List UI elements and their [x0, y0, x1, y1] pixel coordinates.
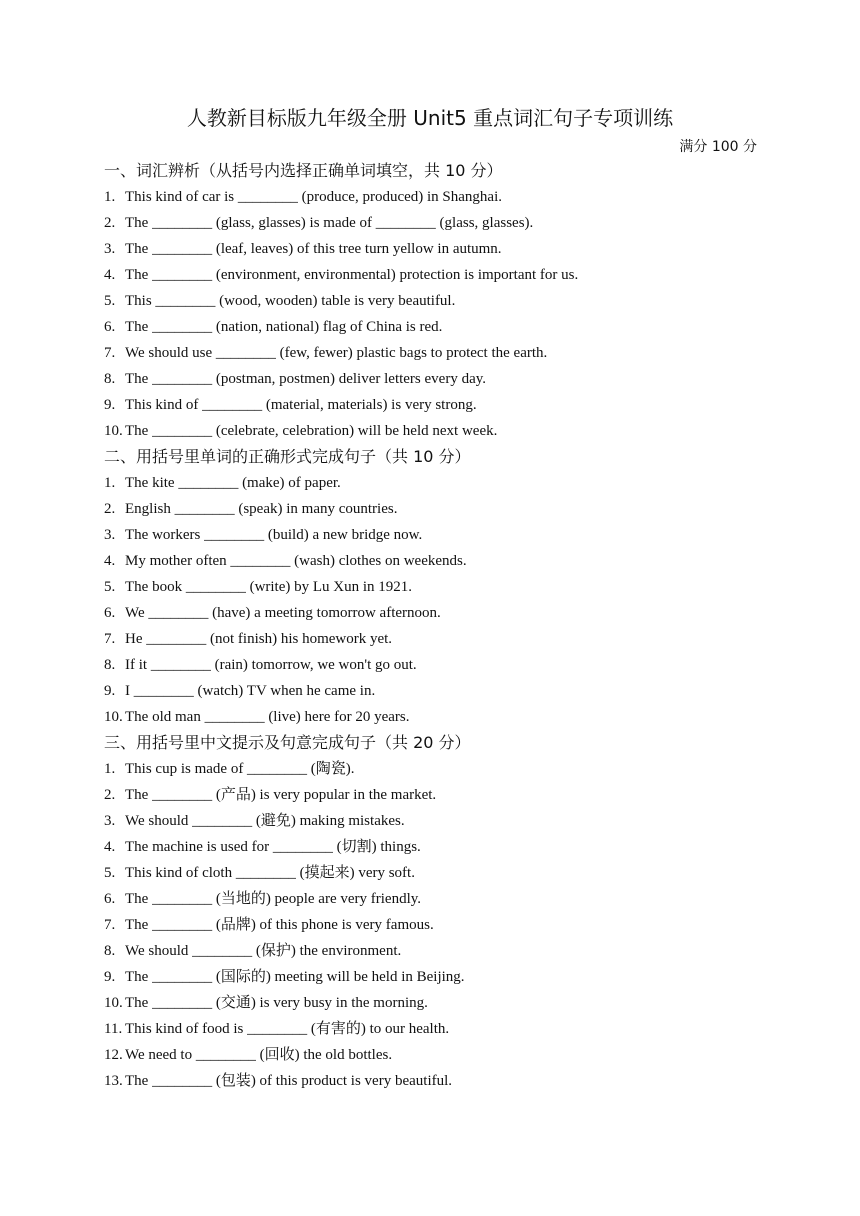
- question-number: 3.: [104, 241, 116, 257]
- question-text: The kite ________ (make) of paper.: [125, 475, 341, 491]
- question-number: 3.: [104, 813, 116, 829]
- question-item: [104, 912, 764, 938]
- question-item: [104, 314, 764, 340]
- question-text: This ________ (wood, wooden) table is very beautiful.: [125, 293, 456, 309]
- question-item: [104, 1016, 764, 1042]
- question-number: 3.: [104, 527, 116, 543]
- question-number: 9.: [104, 683, 116, 699]
- question-text: English ________ (speak) in many countries.: [125, 501, 398, 517]
- question-text: This kind of cloth ________ (摸起来) very soft.: [125, 865, 415, 881]
- question-text: The ________ (nation, national) flag of China is red.: [125, 319, 443, 335]
- question-text: I ________ (watch) TV when he came in.: [125, 683, 376, 699]
- total-score: 满分 100 分: [679, 139, 757, 155]
- question-text: We ________ (have) a meeting tomorrow afternoon.: [125, 605, 441, 621]
- question-item: [104, 522, 764, 548]
- question-number: 2.: [104, 787, 116, 803]
- question-item: [104, 756, 764, 782]
- question-item: [104, 392, 764, 418]
- question-text: We need to ________ (回收) the old bottles.: [125, 1047, 393, 1063]
- question-number: 1.: [104, 189, 116, 205]
- question-item: [104, 210, 764, 236]
- question-number: 4.: [104, 839, 116, 855]
- question-number: 10.: [104, 709, 123, 725]
- question-number: 5.: [104, 293, 116, 309]
- question-item: [104, 340, 764, 366]
- question-item: [104, 704, 764, 730]
- question-item: [104, 860, 764, 886]
- question-text: This kind of food is ________ (有害的) to our health.: [125, 1021, 450, 1037]
- question-item: [104, 366, 764, 392]
- question-item: [104, 1042, 764, 1068]
- question-text: The ________ (品牌) of this phone is very famous.: [125, 917, 434, 933]
- question-item: [104, 808, 764, 834]
- question-item: [104, 834, 764, 860]
- question-item: [104, 990, 764, 1016]
- question-number: 4.: [104, 553, 116, 569]
- question-number: 7.: [104, 631, 116, 647]
- question-item: [104, 288, 764, 314]
- question-number: 4.: [104, 267, 116, 283]
- question-number: 7.: [104, 917, 116, 933]
- question-item: [104, 184, 764, 210]
- question-text: We should use ________ (few, fewer) plastic bags to protect the earth.: [125, 345, 548, 361]
- question-item: [104, 1068, 764, 1094]
- question-text: The ________ (glass, glasses) is made of ________ (glass, glasses).: [125, 215, 534, 231]
- exercise-content: [104, 158, 764, 1094]
- question-item: [104, 236, 764, 262]
- question-text: The ________ (国际的) meeting will be held in Beijing.: [125, 969, 465, 985]
- question-number: 1.: [104, 475, 116, 491]
- question-item: [104, 938, 764, 964]
- question-text: The machine is used for ________ (切割) things.: [125, 839, 421, 855]
- question-number: 11.: [104, 1021, 123, 1037]
- question-number: 1.: [104, 761, 116, 777]
- question-number: 5.: [104, 579, 116, 595]
- question-text: The ________ (产品) is very popular in the market.: [125, 787, 437, 803]
- question-number: 10.: [104, 995, 123, 1011]
- question-item: [104, 964, 764, 990]
- question-number: 13.: [104, 1073, 123, 1089]
- question-text: We should ________ (避免) making mistakes.: [125, 813, 405, 829]
- question-text: The old man ________ (live) here for 20 years.: [125, 709, 410, 725]
- question-text: The ________ (environment, environmental) protection is important for us.: [125, 267, 579, 283]
- question-number: 9.: [104, 397, 116, 413]
- question-text: This kind of ________ (material, materials) is very strong.: [125, 397, 477, 413]
- question-text: My mother often ________ (wash) clothes on weekends.: [125, 553, 467, 569]
- question-text: The ________ (包装) of this product is very beautiful.: [125, 1073, 453, 1089]
- question-text: The ________ (postman, postmen) deliver letters every day.: [125, 371, 487, 387]
- question-item: [104, 600, 764, 626]
- question-text: If it ________ (rain) tomorrow, we won't go out.: [125, 657, 417, 673]
- question-item: [104, 626, 764, 652]
- question-item: [104, 470, 764, 496]
- question-item: [104, 418, 764, 444]
- question-number: 8.: [104, 371, 116, 387]
- question-number: 2.: [104, 501, 116, 517]
- section-heading-word-forms: 二、用括号里单词的正确形式完成句子（共 10 分）: [104, 447, 471, 466]
- question-item: [104, 262, 764, 288]
- question-item: [104, 548, 764, 574]
- question-item: [104, 886, 764, 912]
- question-text: This cup is made of ________ (陶瓷).: [125, 761, 355, 777]
- question-number: 12.: [104, 1047, 123, 1063]
- question-item: [104, 678, 764, 704]
- question-text: The ________ (celebrate, celebration) will be held next week.: [125, 423, 498, 439]
- question-number: 6.: [104, 605, 116, 621]
- section-heading-chinese-hints: 三、用括号里中文提示及句意完成句子（共 20 分）: [104, 733, 471, 752]
- question-number: 8.: [104, 657, 116, 673]
- question-number: 7.: [104, 345, 116, 361]
- section-heading-vocab: 一、词汇辨析（从括号内选择正确单词填空，共 10 分）: [104, 161, 503, 180]
- question-number: 5.: [104, 865, 116, 881]
- question-item: [104, 496, 764, 522]
- question-number: 10.: [104, 423, 123, 439]
- page-title: 人教新目标版九年级全册 Unit5 重点词汇句子专项训练: [186, 106, 674, 130]
- question-text: The workers ________ (build) a new bridge now.: [125, 527, 423, 543]
- question-text: This kind of car is ________ (produce, produced) in Shanghai.: [125, 189, 502, 205]
- question-text: He ________ (not finish) his homework yet.: [125, 631, 393, 647]
- question-number: 6.: [104, 891, 116, 907]
- question-item: [104, 652, 764, 678]
- question-number: 6.: [104, 319, 116, 335]
- question-text: We should ________ (保护) the environment.: [125, 943, 402, 959]
- question-number: 8.: [104, 943, 116, 959]
- question-text: The ________ (leaf, leaves) of this tree turn yellow in autumn.: [125, 241, 502, 257]
- question-item: [104, 574, 764, 600]
- question-number: 9.: [104, 969, 116, 985]
- question-text: The ________ (当地的) people are very friendly.: [125, 891, 422, 907]
- question-number: 2.: [104, 215, 116, 231]
- question-text: The book ________ (write) by Lu Xun in 1921.: [125, 579, 413, 595]
- question-item: [104, 782, 764, 808]
- question-text: The ________ (交通) is very busy in the morning.: [125, 995, 428, 1011]
